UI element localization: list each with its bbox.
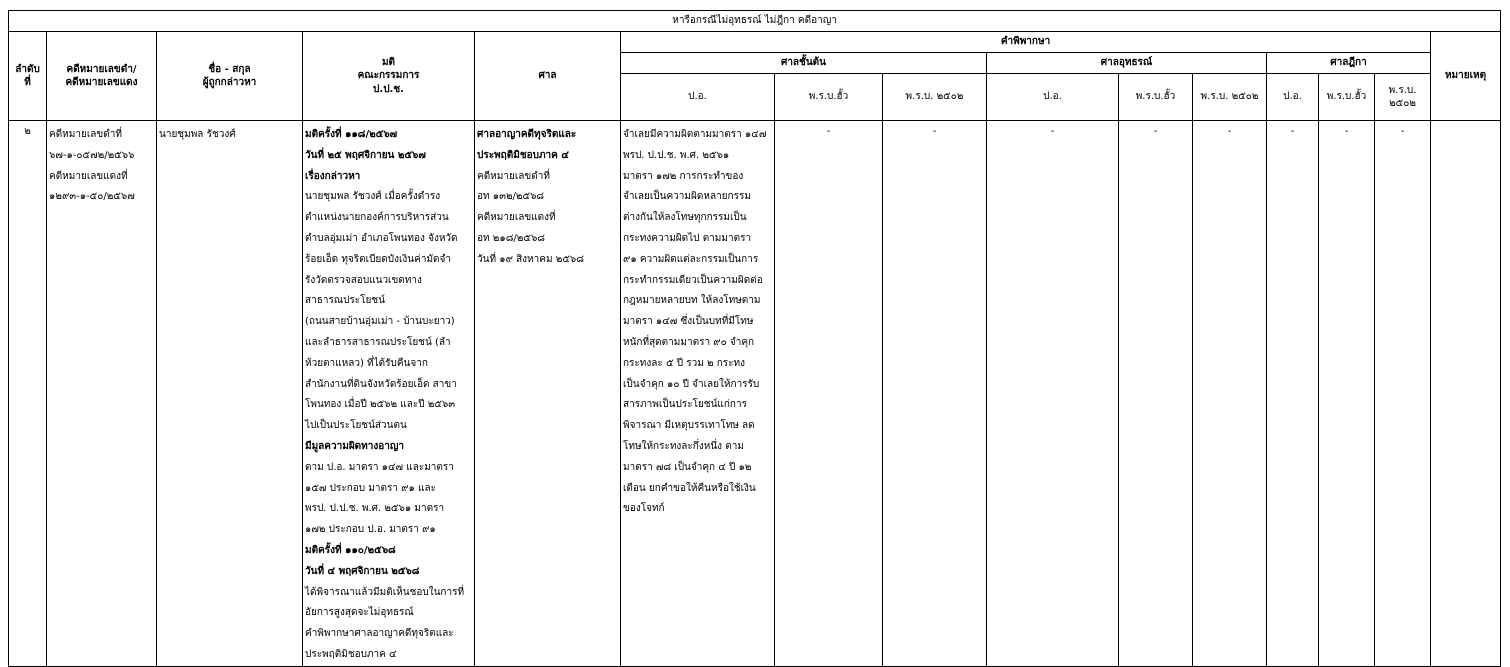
- judgment-line: พรป. ป.ป.ช. พ.ศ. ๒๕๖๑: [623, 149, 730, 161]
- judgment-line: กระทงความผิดไป ตามมาตรา: [623, 232, 752, 244]
- header-appeal-prb-old: พ.ร.บ.ฮั้ว: [1119, 74, 1193, 121]
- header-supreme-prb-old: พ.ร.บ.ฮั้ว: [1319, 74, 1375, 121]
- court-line: ประพฤติมิชอบภาค ๔: [477, 149, 569, 161]
- judgment-line: โทษให้กระทงละกึ่งหนึ่ง ตาม: [623, 440, 744, 452]
- cell-seq: ๒: [9, 121, 47, 667]
- header-court-supreme: ศาลฎีกา: [1267, 53, 1431, 74]
- table-row: [9, 121, 1501, 667]
- judgment-line: กระทงละ ๕ ปี รวม ๒ กระทง: [623, 357, 746, 369]
- judgment-line: พิจารณา มีเหตุบรรเทาโทษ ลด: [623, 420, 755, 432]
- judgment-line: มาตรา ๗๘ เป็นจำคุก ๔ ปี ๑๒: [623, 461, 752, 473]
- case-no-line: คดีหมายเลขดำที่: [49, 129, 122, 140]
- header-first-po: ป.อ.: [621, 74, 775, 121]
- cell-first-prb-2502: -: [883, 121, 987, 667]
- cell-supreme-prb-2502: -: [1375, 121, 1431, 667]
- judgment-line: ของโจทก์: [623, 503, 665, 515]
- title-row: [9, 11, 1501, 32]
- cell-supreme-po: -: [1267, 121, 1319, 667]
- accused-name: นายชุมพล รัชวงศ์: [159, 129, 236, 140]
- judgment-line: กฎหมายหลายบท ให้ลงโทษตาม: [623, 295, 761, 307]
- header-name: ชื่อ - สกุล ผู้ถูกกล่าวหา: [157, 32, 303, 121]
- judgment-line: สารภาพเป็นประโยชน์แก่การ: [623, 399, 747, 411]
- court-line: วันที่ ๑๙ สิงหาคม ๒๕๖๘: [477, 253, 584, 265]
- resolution-line: ตาม ป.อ. มาตรา ๑๔๗ และมาตรา: [305, 461, 454, 473]
- cell-first-prb-old: -: [775, 121, 883, 667]
- header-supreme-prb-2502: พ.ร.บ. ๒๕๐๒: [1375, 74, 1431, 121]
- cell-name: [157, 121, 303, 667]
- header-court-appeal: ศาลอุทธรณ์: [987, 53, 1267, 74]
- resolution-line: ไปเป็นประโยชน์ส่วนตน: [305, 420, 407, 432]
- header-first-prb-2502: พ.ร.บ. ๒๕๐๒: [883, 74, 987, 121]
- cell-court: [475, 121, 621, 667]
- header-case-no: คดีหมายเลขดำ/ คดีหมายเลขแดง: [47, 32, 157, 121]
- resolution-line: เรื่องกล่าวหา: [305, 170, 361, 182]
- case-table: [8, 10, 1501, 667]
- resolution-line: มติครั้งที่ ๑๑๐/๒๕๖๘: [305, 544, 396, 556]
- resolution-line: ห้วยตาแหลว) ที่ได้รับคืนจาก: [305, 357, 428, 369]
- resolution-line: นายชุมพล รัชวงศ์ เมื่อครั้งดำรง: [305, 191, 441, 203]
- header-resolution: มติ คณะกรรมการ ป.ป.ช.: [303, 32, 475, 121]
- document-page: [8, 10, 1500, 667]
- header-remarks: หมายเหตุ: [1431, 32, 1501, 121]
- header-court-first: ศาลชั้นต้น: [621, 53, 987, 74]
- resolution-line: มติครั้งที่ ๑๑๘/๒๕๖๗: [305, 129, 398, 140]
- resolution-line: รังวัดตรวจสอบแนวเขตทาง: [305, 274, 422, 286]
- cell-remarks: [1431, 121, 1501, 667]
- court-line: อท ๑๓๒/๒๕๖๘: [477, 191, 545, 203]
- court-line: คดีหมายเลขแดงที่: [477, 212, 556, 224]
- resolution-line: สำนักงานที่ดินจังหวัดร้อยเอ็ด สาขา: [305, 378, 457, 390]
- resolution-line: สาธารณประโยชน์: [305, 295, 386, 307]
- header-seq: ลำดับ ที่: [9, 32, 47, 121]
- resolution-line: มีมูลความผิดทางอาญา: [305, 440, 405, 452]
- judgment-line: จำเลยมีความผิดตามมาตรา ๑๔๗: [623, 129, 767, 140]
- header-court: ศาล: [475, 32, 621, 121]
- court-line: ศาลอาญาคดีทุจริตและ: [477, 129, 577, 140]
- judgment-line: จำเลยเป็นความผิดหลายกรรม: [623, 191, 751, 203]
- resolution-line: พรป. ป.ป.ช. พ.ศ. ๒๕๖๑ มาตรา: [305, 503, 445, 515]
- table-title: หารือกรณีไม่อุทธรณ์ ไม่ฎีกา คดีอาญา: [9, 11, 1501, 32]
- resolution-line: ประพฤติมิชอบภาค ๔: [305, 648, 397, 660]
- judgment-line: เดือน ยกคำขอให้คืนหรือใช้เงิน: [623, 482, 756, 494]
- resolution-line: โพนทอง เมื่อปี ๒๕๖๒ และปี ๒๕๖๓: [305, 399, 456, 411]
- cell-appeal-po: -: [987, 121, 1119, 667]
- judgment-line: มาตรา ๑๔๗ ซึ่งเป็นบทที่มีโทษ: [623, 316, 754, 328]
- resolution-line: ๑๗๒ ประกอบ ป.อ. มาตรา ๙๑: [305, 524, 436, 536]
- resolution-line: ๑๕๗ ประกอบ มาตรา ๙๑ และ: [305, 482, 436, 494]
- case-no-line: ๑๒๙๓-๑-๕๐/๒๕๖๗: [49, 191, 135, 203]
- resolution-line: วันที่ ๒๕ พฤศจิกายน ๒๕๖๗: [305, 149, 426, 161]
- resolution-line: อัยการสูงสุดจะไม่อุทธรณ์: [305, 607, 414, 619]
- cell-first-po: [621, 121, 775, 667]
- judgment-line: ต่างกันให้ลงโทษทุกกรรมเป็น: [623, 212, 747, 224]
- resolution-line: คำพิพากษาศาลอาญาคดีทุจริตและ: [305, 628, 454, 640]
- resolution-line: (ถนนสายบ้านอุ่มเม่า - บ้านบะยาว): [305, 316, 455, 328]
- header-first-prb-old: พ.ร.บ.ฮั้ว: [775, 74, 883, 121]
- resolution-line: ตำบลอุ่มเม่า อำเภอโพนทอง จังหวัด: [305, 232, 458, 244]
- resolution-line: วันที่ ๔ พฤศจิกายน ๒๕๖๘: [305, 565, 420, 577]
- case-no-line: ๖๗-๑-๐๕๗๒/๒๕๖๖: [49, 149, 135, 161]
- resolution-line: และลำธารสาธารณประโยชน์ (ลำ: [305, 336, 451, 348]
- header-supreme-po: ป.อ.: [1267, 74, 1319, 121]
- header-row-1: [9, 32, 1501, 53]
- cell-supreme-prb-old: -: [1319, 121, 1375, 667]
- header-judgment: คำพิพากษา: [621, 32, 1431, 53]
- cell-appeal-prb-old: -: [1119, 121, 1193, 667]
- court-line: คดีหมายเลขดำที่: [477, 170, 550, 182]
- case-no-line: คดีหมายเลขแดงที่: [49, 170, 128, 182]
- resolution-line: ได้พิจารณาแล้วมีมติเห็นชอบในการที่: [305, 586, 465, 598]
- cell-case-no: [47, 121, 157, 667]
- header-appeal-po: ป.อ.: [987, 74, 1119, 121]
- header-appeal-prb-2502: พ.ร.บ. ๒๕๐๒: [1193, 74, 1267, 121]
- judgment-line: มาตรา ๑๗๒ การกระทำของ: [623, 170, 744, 182]
- judgment-line: กระทำกรรมเดียวเป็นความผิดต่อ: [623, 274, 763, 286]
- judgment-line: หนักที่สุดตามมาตรา ๙๐ จำคุก: [623, 336, 755, 348]
- judgment-line: เป็นจำคุก ๑๐ ปี จำเลยให้การรับ: [623, 378, 760, 390]
- court-line: อท ๒๑๘/๒๕๖๘: [477, 232, 546, 244]
- resolution-line: ร้อยเอ็ด ทุจริตเบียดบังเงินค่ามัดจำ: [305, 253, 452, 265]
- resolution-line: ตำแหน่งนายกองค์การบริหารส่วน: [305, 212, 449, 224]
- judgment-line: ๙๑ ความผิดแต่ละกรรมเป็นการ: [623, 253, 759, 265]
- cell-resolution: [303, 121, 475, 667]
- cell-appeal-prb-2502: -: [1193, 121, 1267, 667]
